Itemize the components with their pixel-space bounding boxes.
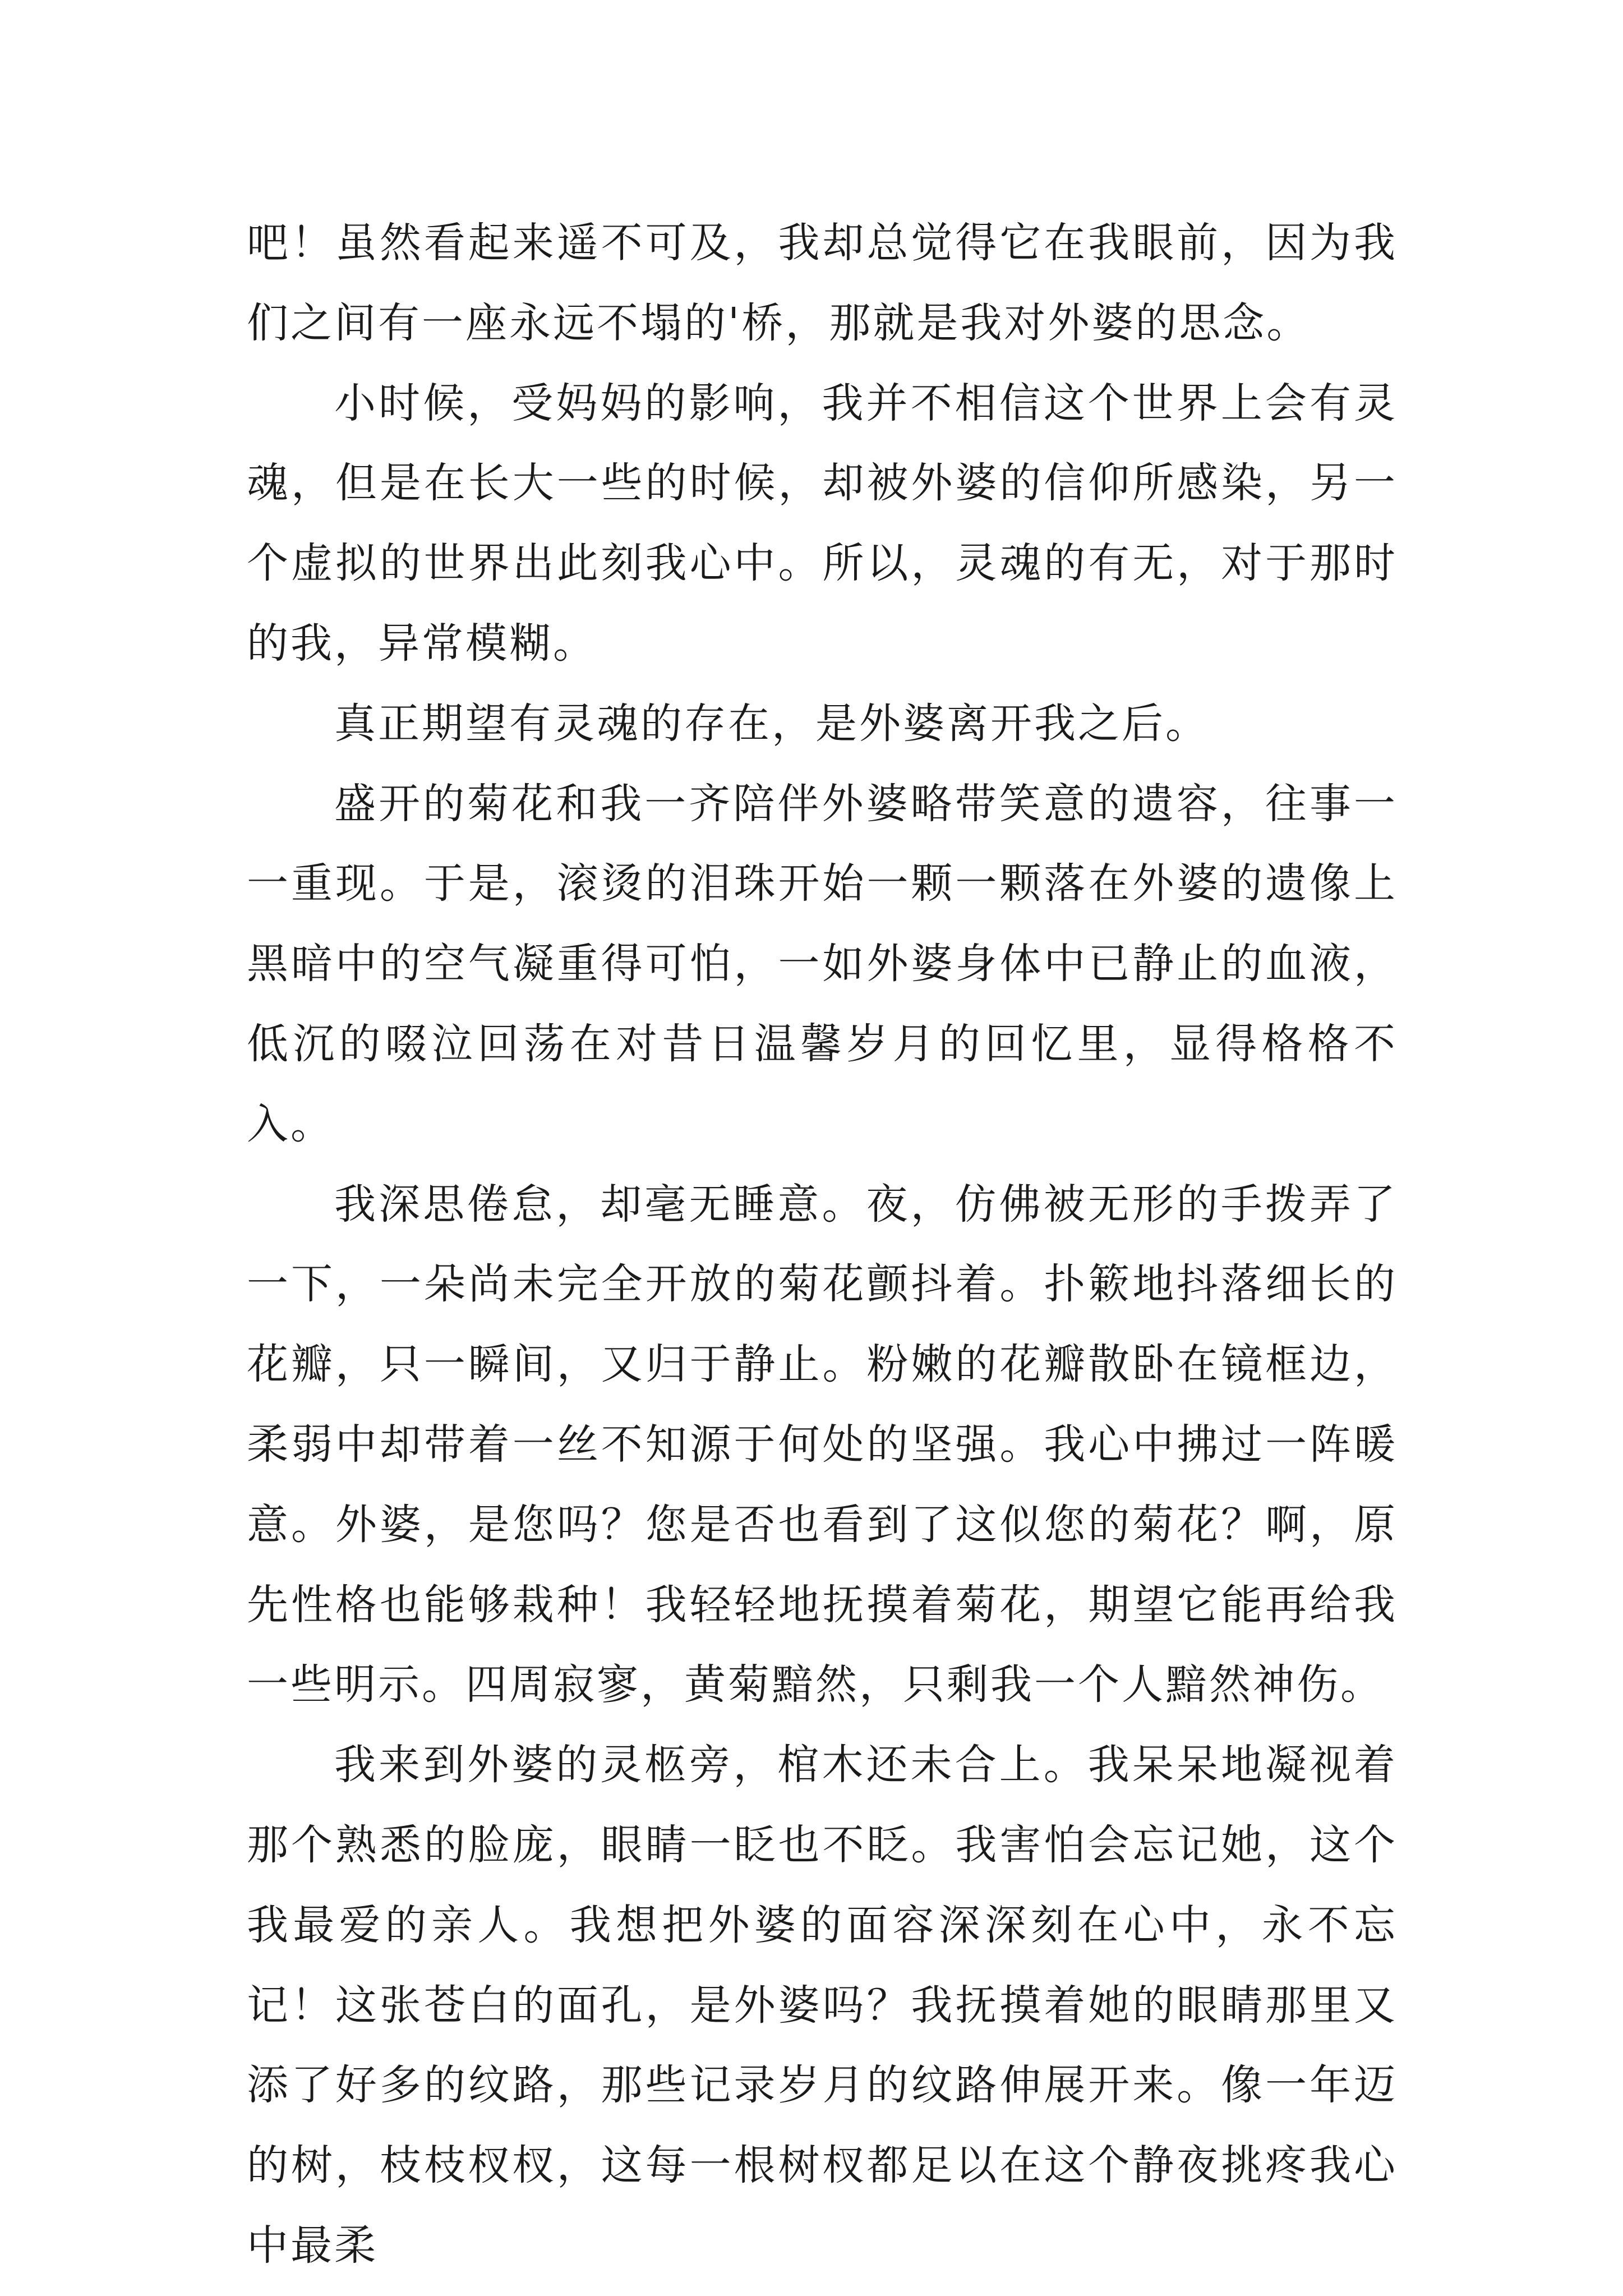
paragraph-6: 我来到外婆的灵柩旁，棺木还未合上。我呆呆地凝视着那个熟悉的脸庞，眼睛一眨也不眨。我害怕会忘记她，这个我最爱的亲人。我想把外婆的面容深深刻在心中，永不忘记！这张苍白的面孔，是外婆吗？我抚摸着她的眼睛那里又添了好多的纹路，那些记录岁月的纹路伸展开来。像一年迈的树，枝枝杈杈，这每一根树杈都足以在这个静夜挑疼我心中最柔 xyxy=(247,1741,1398,2270)
body-text xyxy=(247,203,1398,2286)
paragraph-5: 我深思倦怠，却毫无睡意。夜，仿佛被无形的手拨弄了一下，一朵尚未完全开放的菊花颤抖着。扑簌地抖落细长的花瓣，只一瞬间，又归于静止。粉嫩的花瓣散卧在镜框边，柔弱中却带着一丝不知源于何处的坚强。我心中拂过一阵暖意。外婆，是您吗？您是否也看到了这似您的菊花？啊，原先性格也能够栽种！我轻轻地抚摸着菊花，期望它能再给我一些明示。四周寂寥，黄菊黯然，只剩我一个人黯然神伤。 xyxy=(247,1180,1398,1709)
paragraph-3: 真正期望有灵魂的存在，是外婆离开我之后。 xyxy=(334,699,1209,748)
paragraph-4: 盛开的菊花和我一齐陪伴外婆略带笑意的遗容，往事一一重现。于是，滚烫的泪珠开始一颗一颗落在外婆的遗像上黑暗中的空气凝重得可怕，一如外婆身体中已静止的血液，低沉的啜泣回荡在对昔日温馨岁月的回忆里，显得格格不入。 xyxy=(247,779,1398,1148)
paragraph-1: 吧！虽然看起来遥不可及，我却总觉得它在我眼前，因为我们之间有一座永远不塌的'桥，那就是我对外婆的思念。 xyxy=(247,219,1398,347)
paragraph-2: 小时候，受妈妈的影响，我并不相信这个世界上会有灵魂，但是在长大一些的时候，却被外婆的信仰所感染，另一个虚拟的世界出此刻我心中。所以，灵魂的有无，对于那时的我，异常模糊。 xyxy=(247,379,1398,668)
